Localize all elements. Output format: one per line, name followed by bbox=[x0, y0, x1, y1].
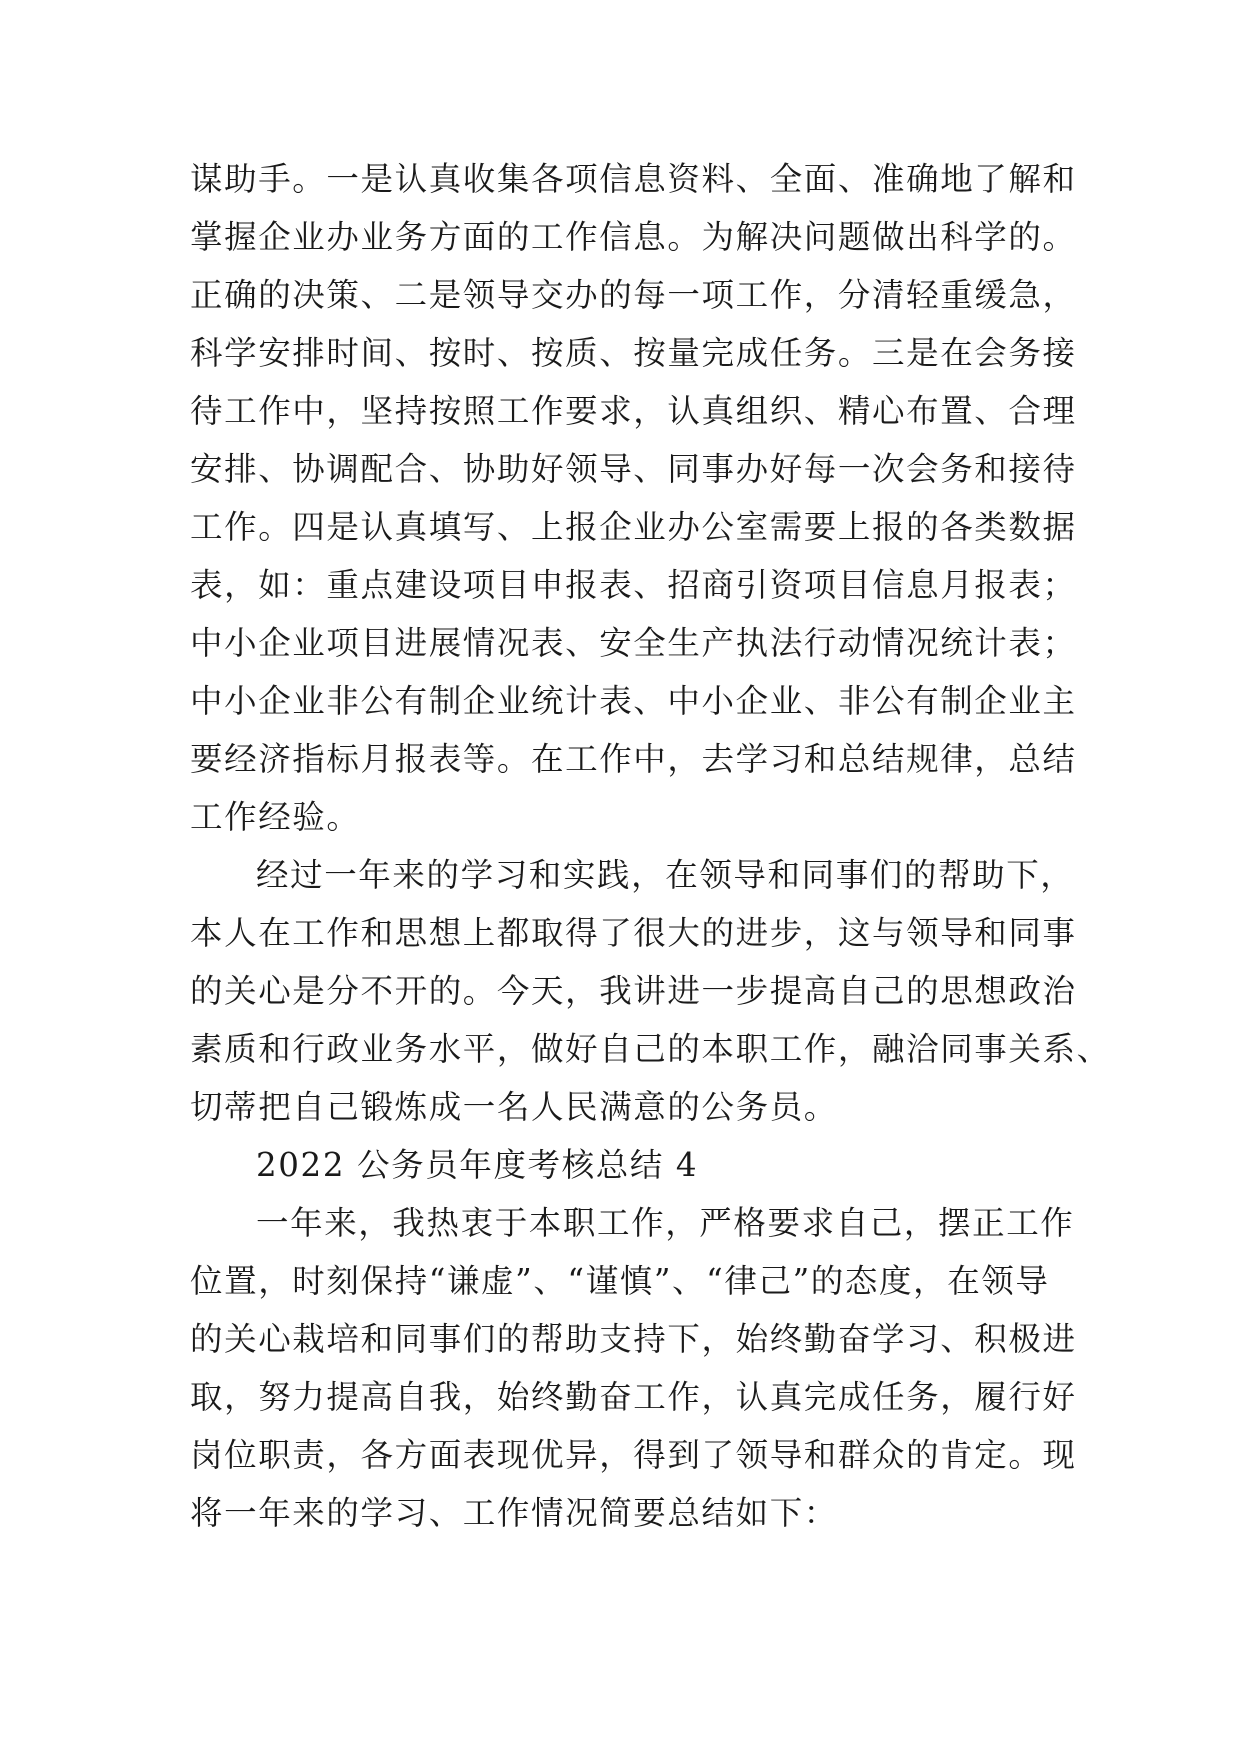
body-text-line: 正确的决策、二是领导交办的每一项工作，分清轻重缓急， bbox=[190, 276, 1077, 314]
body-text-line: 位置，时刻保持“谦虚”、“谨慎”、“律己”的态度，在领导 bbox=[190, 1262, 1050, 1300]
body-text-line: 中小企业非公有制企业统计表、中小企业、非公有制企业主 bbox=[190, 682, 1077, 720]
body-text-line: 表，如：重点建设项目申报表、招商引资项目信息月报表； bbox=[190, 566, 1077, 604]
body-text-line: 工作。四是认真填写、上报企业办公室需要上报的各类数据 bbox=[190, 508, 1077, 546]
body-text-line: 掌握企业办业务方面的工作信息。为解决问题做出科学的。 bbox=[190, 218, 1077, 256]
body-text-line: 谋助手。一是认真收集各项信息资料、全面、准确地了解和 bbox=[190, 160, 1077, 198]
section-heading: 2022 公务员年度考核总结 4 bbox=[256, 1146, 699, 1184]
body-text-line: 要经济指标月报表等。在工作中，去学习和总结规律，总结 bbox=[190, 740, 1077, 778]
body-text-line: 科学安排时间、按时、按质、按量完成任务。三是在会务接 bbox=[190, 334, 1077, 372]
body-text-line: 工作经验。 bbox=[190, 798, 361, 836]
body-text-line: 中小企业项目进展情况表、安全生产执法行动情况统计表； bbox=[190, 624, 1077, 662]
body-text-line: 安排、协调配合、协助好领导、同事办好每一次会务和接待 bbox=[190, 450, 1077, 488]
body-text-line: 待工作中，坚持按照工作要求，认真组织、精心布置、合理 bbox=[190, 392, 1077, 430]
body-text-line: 切蒂把自己锻炼成一名人民满意的公务员。 bbox=[190, 1088, 838, 1126]
document-body bbox=[190, 150, 1111, 1542]
body-text-line: 将一年来的学习、工作情况简要总结如下： bbox=[190, 1494, 838, 1532]
body-text-line: 岗位职责，各方面表现优异，得到了领导和群众的肯定。现 bbox=[190, 1436, 1077, 1474]
body-text-line: 的关心是分不开的。今天，我讲进一步提高自己的思想政治 bbox=[190, 972, 1077, 1010]
paragraph-start-line: 一年来，我热衷于本职工作，严格要求自己，摆正工作 bbox=[256, 1204, 1075, 1242]
body-text-line: 的关心栽培和同事们的帮助支持下，始终勤奋学习、积极进 bbox=[190, 1320, 1077, 1358]
body-text-line: 本人在工作和思想上都取得了很大的进步，这与领导和同事 bbox=[190, 914, 1077, 952]
body-text-line: 素质和行政业务水平，做好自己的本职工作，融洽同事关系、 bbox=[190, 1030, 1111, 1068]
paragraph-start-line: 经过一年来的学习和实践，在领导和同事们的帮助下， bbox=[256, 856, 1075, 894]
body-text-line: 取，努力提高自我，始终勤奋工作，认真完成任务，履行好 bbox=[190, 1378, 1077, 1416]
